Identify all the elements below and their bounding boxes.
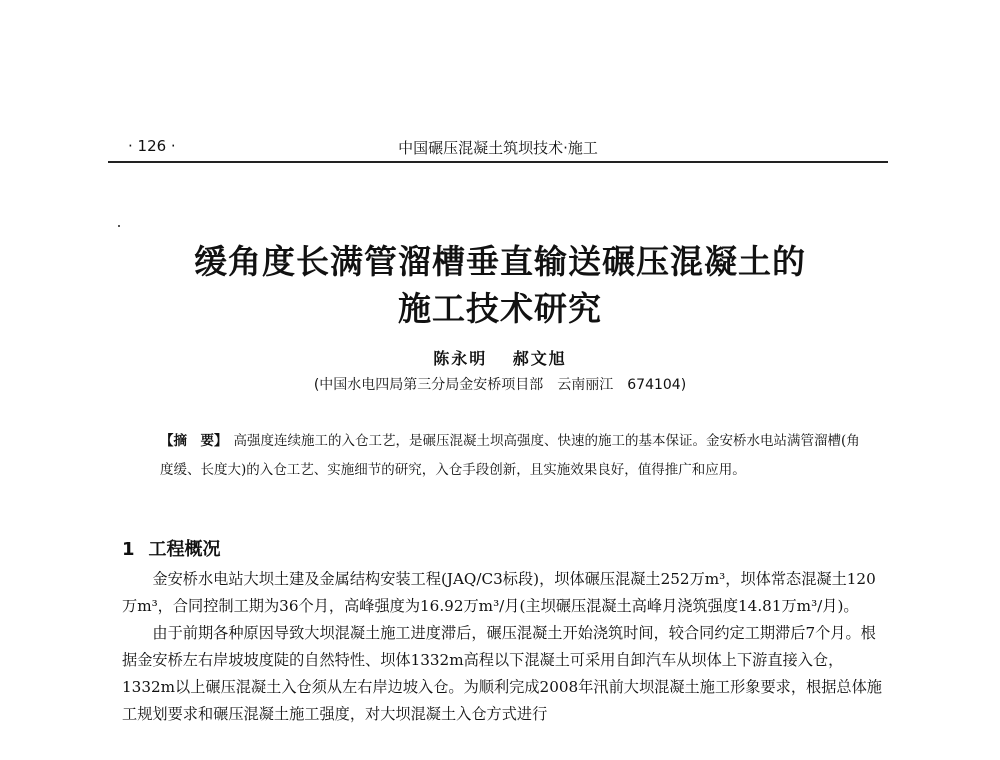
section-body xyxy=(122,566,887,728)
page-header xyxy=(108,133,888,163)
article-title-line-1: 缓角度长满管溜槽垂直输送碾压混凝土的 xyxy=(194,242,806,281)
author-list xyxy=(0,346,1000,369)
author-name: 郝文旭 xyxy=(512,349,567,368)
body-paragraph: 金安桥水电站大坝土建及金属结构安装工程(JAQ/C3标段)，坝体碾压混凝土252万m³，坝体常态混凝土120万m³，合同控制工期为36个月，高峰强度为16.92万m³/月(主坝碾压混凝土高峰月浇筑强度14.81万m³/月)。 xyxy=(122,570,876,615)
section-heading xyxy=(122,535,221,561)
page-number: · 126 · xyxy=(128,137,176,155)
body-paragraph: 由于前期各种原因导致大坝混凝土施工进度滞后，碾压混凝土开始浇筑时间，较合同约定工期滞后7个月。根据金安桥左右岸坡坡度陡的自然特性、坝体1332m高程以下混凝土可采用自卸汽车从坝体上下游直接入仓，1332m以上碾压混凝土入仓须从左右岸边坡入仓。为顺利完成2008年汛前大坝混凝土施工形象要求，根据总体施工规划要求和碾压混凝土施工强度，对大坝混凝土入仓方式进行 xyxy=(122,624,882,723)
stray-mark xyxy=(118,225,120,227)
abstract-text: 高强度连续施工的入仓工艺，是碾压混凝土坝高强度、快速的施工的基本保证。金安桥水电站满管溜槽(角度缓、长度大)的入仓工艺、实施细节的研究，入仓手段创新，且实施效果良好，值得推广和应用。 xyxy=(160,433,860,478)
affiliation: (中国水电四局第三分局金安桥项目部 云南丽江 674104) xyxy=(313,377,687,393)
running-title: 中国碾压混凝土筑坝技术·施工 xyxy=(398,139,598,157)
section-title: 工程概况 xyxy=(148,539,221,560)
abstract-label: 【摘 要】 xyxy=(160,433,228,449)
article-title-line-2: 施工技术研究 xyxy=(398,289,602,328)
section-number: 1 xyxy=(122,539,135,560)
author-name: 陈永明 xyxy=(433,349,488,368)
abstract xyxy=(160,427,860,485)
